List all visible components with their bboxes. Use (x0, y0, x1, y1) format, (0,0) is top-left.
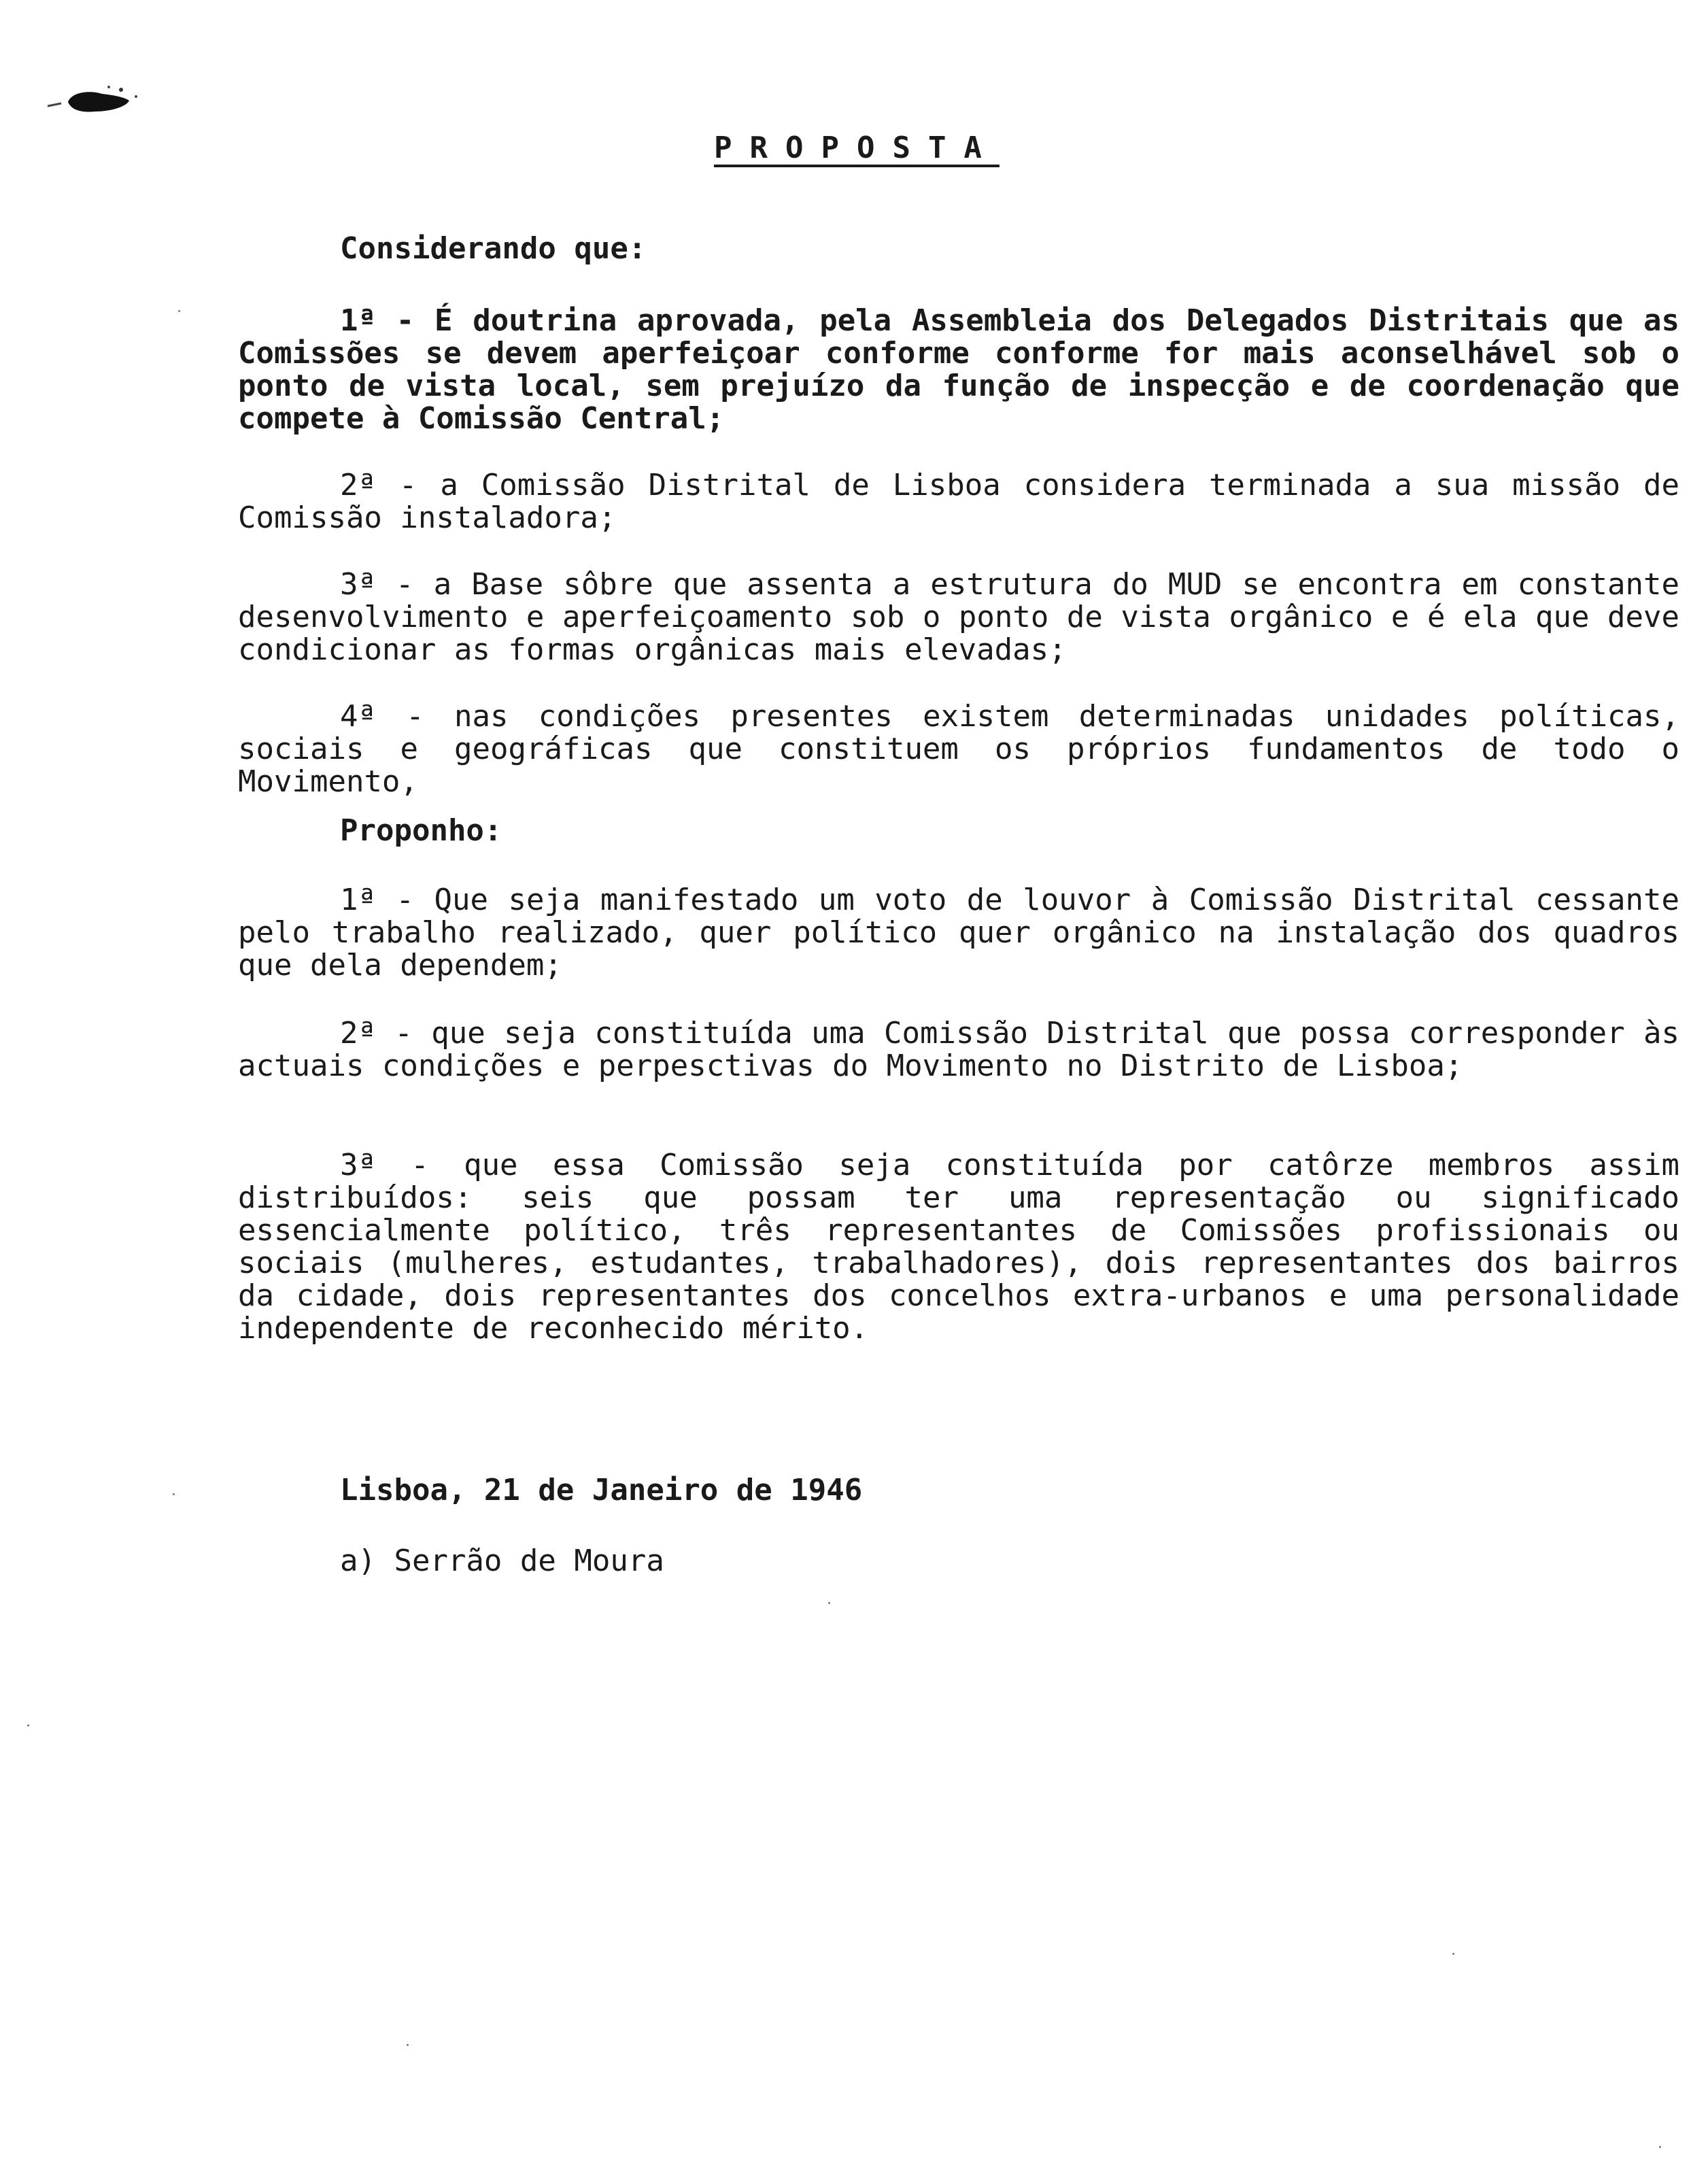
signature-line: a) Serrão de Moura (340, 1544, 664, 1578)
paper-speck (1452, 1953, 1454, 1955)
proposal-heading: Proponho: (340, 813, 502, 848)
consideration-4: 4ª - nas condições presentes existem determinadas unidades políticas, sociais e geográficas que constituem os próprios fundamentos de todo o Movimento, (238, 699, 1679, 799)
paper-speck (173, 1493, 175, 1495)
paper-speck (407, 2044, 409, 2046)
intro-text: Considerando que: (340, 231, 647, 266)
proposal-1: 1ª - Que seja manifestado um voto de louvor à Comissão Distrital cessante pelo trabalho realizado, quer político quer orgânico na instalação dos quadros que dela dependem; (238, 883, 1679, 983)
paper-speck (1659, 2146, 1661, 2148)
proposal-3: 3ª - que essa Comissão seja constituída por catôrze membros assim distribuídos: seis que possam ter uma representação ou significado essencialmente político, três representantes de Comissões profissionais ou sociais (mulheres, estudantes, trabalhadores), dois representantes dos bairros da cidade, dois representantes dos concelhos extra-urbanos e uma personalidade independente de reconhecido mérito. (238, 1148, 1679, 1346)
paper-speck (27, 1724, 29, 1726)
consideration-1: 1ª - É doutrina aprovada, pela Assembleia dos Delegados Distritais que as Comissões se devem aperfeiçoar conforme conforme for mais aconselhável sob o ponto de vista local, sem prejuízo da função de inspecção e de coordenação que compete à Comissão Central; (238, 303, 1679, 436)
paper-speck (178, 310, 180, 312)
document-title: PROPOSTA (714, 131, 1000, 165)
proposal-2: 2ª - que seja constituída uma Comissão Distrital que possa corresponder às actuais condições e perpesctivas do Movimento no Distrito de Lisboa; (238, 1016, 1679, 1083)
ink-blot-icon (41, 80, 143, 121)
consideration-3: 3ª - a Base sôbre que assenta a estrutura do MUD se encontra em constante desenvolvimento e aperfeiçoamento sob o ponto de vista orgânico e é ela que deve condicionar as formas orgânicas mais elevadas; (238, 567, 1679, 667)
place-date: Lisboa, 21 de Janeiro de 1946 (340, 1473, 863, 1507)
paper-speck (828, 1602, 830, 1604)
consideration-2: 2ª - a Comissão Distrital de Lisboa considera terminada a sua missão de Comissão instaladora; (238, 468, 1679, 535)
